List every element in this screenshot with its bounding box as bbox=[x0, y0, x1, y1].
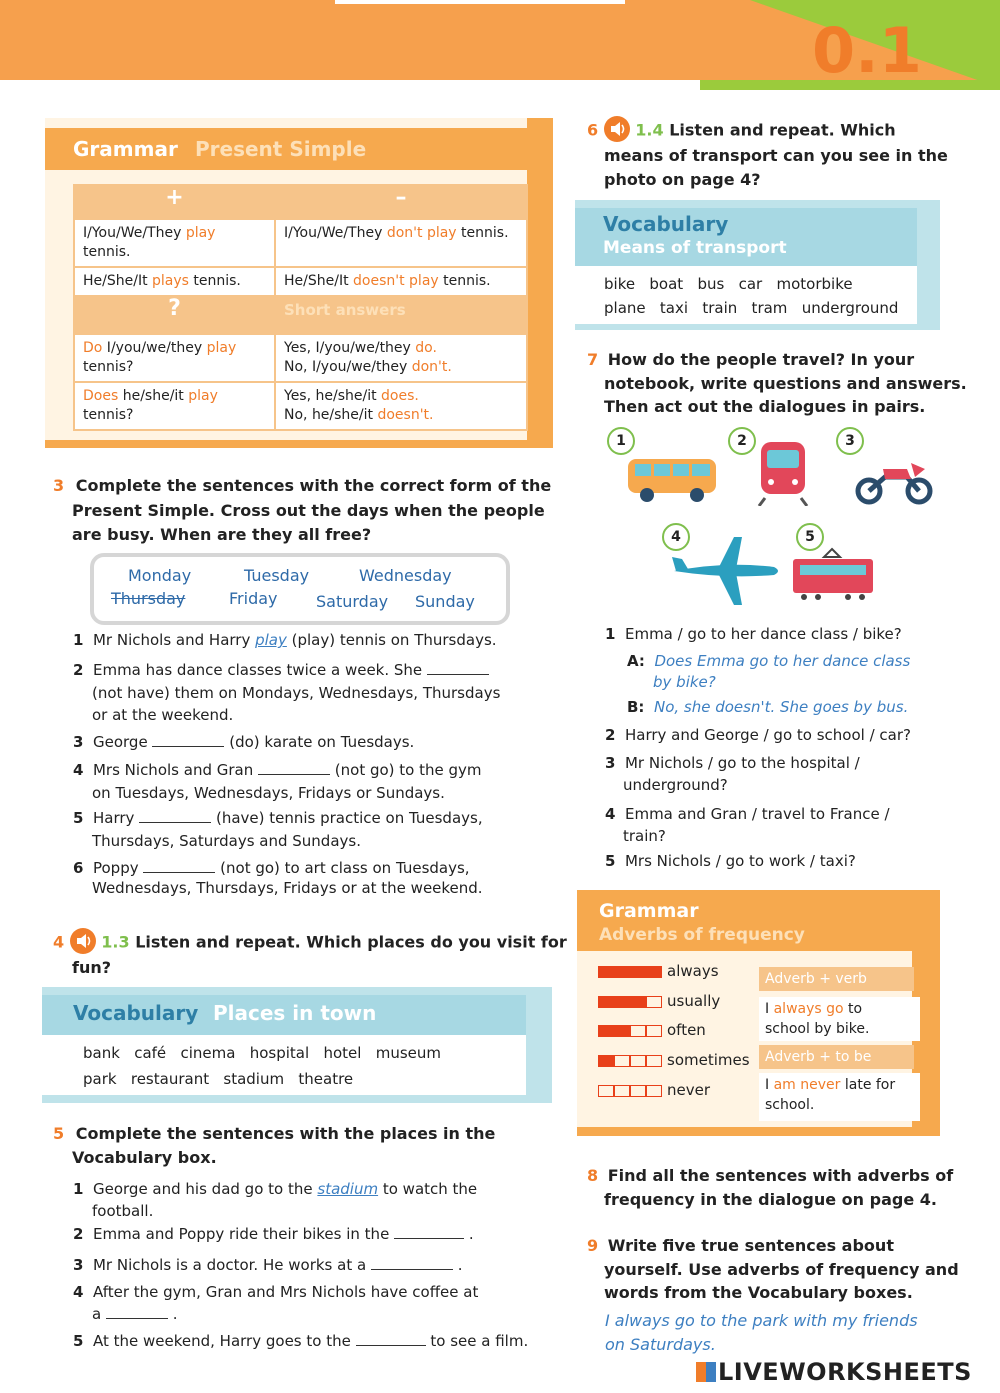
ex3-blank-5[interactable] bbox=[139, 822, 211, 823]
day-wednesday[interactable]: Wednesday bbox=[359, 566, 452, 585]
adverb-word: always bbox=[667, 962, 719, 980]
ex6-instruction: 6 1.4 Listen and repeat. Which means of transport can you see in the photo on page 4? bbox=[587, 118, 948, 191]
question-header: ? bbox=[74, 296, 275, 334]
grammar-adverbs-title: Grammar bbox=[599, 900, 699, 922]
watermark-grid-icon bbox=[696, 1362, 716, 1382]
ex5-blank-4[interactable] bbox=[106, 1318, 168, 1319]
ex5-item-5: 5 At the weekend, Harry goes to the to see a film. bbox=[73, 1332, 529, 1350]
ex5-item-3: 3 Mr Nichols is a doctor. He works at a . bbox=[73, 1256, 463, 1274]
pic-number-3: 3 bbox=[836, 427, 864, 455]
ex7-item-5: 5 Mrs Nichols / go to work / taxi? bbox=[605, 852, 856, 870]
negative-cell-2: He/She/It doesn't play tennis. bbox=[275, 267, 527, 296]
ex7-instruction: 7 How do the people travel? In your notebook, write questions and answers. Then act out the dialogues in pairs. bbox=[587, 350, 967, 416]
vocab-transport-subtitle: Means of transport bbox=[603, 238, 787, 258]
audio-icon-ex6[interactable] bbox=[604, 116, 630, 142]
ex7-item-1: 1 Emma / go to her dance class / bike? bbox=[605, 625, 902, 643]
ex3-item-4: 4 Mrs Nichols and Gran (not go) to the gym on Tuesdays, Wednesdays, Fridays or Sundays. bbox=[73, 761, 482, 802]
audio-icon-ex4[interactable] bbox=[70, 928, 96, 954]
vocab-transport-title: Vocabulary bbox=[603, 212, 729, 236]
adverb-row bbox=[598, 962, 719, 982]
ex3-blank-2[interactable] bbox=[427, 674, 489, 675]
ex7-item-2: 2 Harry and George / go to school / car? bbox=[605, 726, 911, 744]
tram-icon bbox=[790, 545, 875, 603]
grammar-adverbs-subtitle: Adverbs of frequency bbox=[599, 925, 805, 945]
ex3-item-2: 2 Emma has dance classes twice a week. She (not have) them on Mondays, Wednesdays, Thursdays or at the weekend. bbox=[73, 661, 501, 724]
day-saturday[interactable]: Saturday bbox=[316, 592, 389, 611]
ex9-example: I always go to the park with my friends on Saturdays. bbox=[605, 1311, 918, 1354]
grammar-title: Grammar bbox=[73, 137, 178, 161]
rule1-example: I always go to school by bike. bbox=[759, 997, 920, 1041]
frequency-bar-icon bbox=[598, 992, 662, 1010]
short-answer-cell-2: Yes, he/she/it does. No, he/she/it doesn't. bbox=[275, 382, 527, 430]
vocab-places-line-1: bank café cinema hospital hotel museum bbox=[83, 1044, 442, 1062]
ex3-item-3: 3 George (do) karate on Tuesdays. bbox=[73, 733, 415, 751]
adverb-word: usually bbox=[667, 992, 721, 1010]
ex5-blank-5[interactable] bbox=[356, 1345, 426, 1346]
vocab-places-subtitle: Places in town bbox=[213, 1001, 377, 1025]
day-thursday[interactable]: Thursday bbox=[111, 589, 186, 608]
vocab-places-title: Vocabulary bbox=[73, 1001, 199, 1025]
adverb-word: never bbox=[667, 1081, 711, 1099]
day-sunday[interactable]: Sunday bbox=[415, 592, 475, 611]
ex5-item-2: 2 Emma and Poppy ride their bikes in the . bbox=[73, 1225, 474, 1243]
ex3-blank-3[interactable] bbox=[152, 746, 224, 747]
ex5-instruction: 5 Complete the sentences with the places in the Vocabulary box. bbox=[53, 1124, 496, 1167]
adverb-row bbox=[598, 992, 720, 1012]
ex5-item-1: 1 George and his dad go to the stadium to watch the football. bbox=[73, 1180, 478, 1220]
header-white-bar bbox=[335, 0, 625, 4]
adverb-word: sometimes bbox=[667, 1051, 750, 1069]
day-tuesday[interactable]: Tuesday bbox=[244, 566, 310, 585]
question-cell-1: Do I/you/we/they play tennis? bbox=[74, 334, 275, 382]
vocab-transport-line-2: plane taxi train tram underground bbox=[604, 299, 899, 317]
short-answers-header: Short answers bbox=[275, 296, 527, 334]
adverb-word: often bbox=[667, 1021, 706, 1039]
ex8-instruction: 8 Find all the sentences with adverbs of frequency in the dialogue on page 4. bbox=[587, 1166, 954, 1209]
pic-number-2: 2 bbox=[728, 427, 756, 455]
short-answer-cell-1: Yes, I/you/we/they do. No, I/you/we/they don't. bbox=[275, 334, 527, 382]
rule2-example: I am never late for school. bbox=[759, 1073, 920, 1121]
ex3-item-6: 6 Poppy (not go) to art class on Tuesdays, Wednesdays, Thursdays, Fridays or at the weekend. bbox=[73, 859, 483, 897]
watermark-logo: LIVEWORKSHEETS bbox=[696, 1358, 972, 1386]
ex7-example-a: A: Does Emma go to her dance class by bike? bbox=[627, 652, 911, 691]
bus-icon bbox=[625, 455, 720, 507]
plane-icon bbox=[670, 533, 782, 609]
adverb-row bbox=[598, 1081, 710, 1101]
question-cell-2: Does he/she/it play tennis? bbox=[74, 382, 275, 430]
rule1-heading: Adverb + verb bbox=[759, 967, 914, 991]
ex7-example-b: B: No, she doesn't. She goes by bus. bbox=[627, 698, 909, 716]
ex3-item-1: 1 Mr Nichols and Harry play (play) tennis on Thursdays. bbox=[73, 631, 497, 649]
adverb-row bbox=[598, 1021, 706, 1041]
pic-number-4: 4 bbox=[662, 523, 690, 551]
ex3-instruction: 3 Complete the sentences with the correct form of the Present Simple. Cross out the days when the people are busy. When are they all free? bbox=[53, 476, 552, 544]
ex7-item-4: 4 Emma and Gran / travel to France / train? bbox=[605, 805, 890, 845]
rule2-heading: Adverb + to be bbox=[759, 1045, 914, 1069]
ex4-instruction: 4 1.3 Listen and repeat. Which places do you visit for fun? bbox=[53, 930, 567, 979]
affirmative-cell-2: He/She/It plays tennis. bbox=[74, 267, 275, 296]
frequency-bar-icon bbox=[598, 1021, 662, 1039]
ex5-blank-2[interactable] bbox=[394, 1238, 464, 1239]
vocab-transport-line-1: bike boat bus car motorbike bbox=[604, 275, 853, 293]
ex9-instruction: 9 Write five true sentences about yourself. Use adverbs of frequency and words from the Vocabulary boxes. bbox=[587, 1236, 959, 1302]
day-friday[interactable]: Friday bbox=[229, 589, 278, 608]
ex5-item-4: 4 After the gym, Gran and Mrs Nichols have coffee at a . bbox=[73, 1283, 479, 1323]
frequency-bar-icon bbox=[598, 1051, 662, 1069]
minus-header: – bbox=[275, 185, 527, 219]
ex3-blank-4[interactable] bbox=[258, 774, 330, 775]
ex5-blank-3[interactable] bbox=[371, 1269, 453, 1270]
ex7-item-3: 3 Mr Nichols / go to the hospital / underground? bbox=[605, 754, 860, 794]
adverb-row bbox=[598, 1051, 750, 1071]
pic-number-5: 5 bbox=[796, 523, 824, 551]
motorbike-icon bbox=[855, 455, 935, 507]
train-icon bbox=[755, 438, 811, 506]
grammar-subtitle: Present Simple bbox=[195, 137, 367, 161]
negative-cell-1: I/You/We/They don't play tennis. bbox=[275, 219, 527, 267]
present-simple-table bbox=[73, 184, 528, 431]
pic-number-1: 1 bbox=[607, 427, 635, 455]
frequency-bar-icon bbox=[598, 962, 662, 980]
plus-header: + bbox=[74, 185, 275, 219]
vocab-places-line-2: park restaurant stadium theatre bbox=[83, 1070, 354, 1088]
affirmative-cell-1: I/You/We/They play tennis. bbox=[74, 219, 275, 267]
ex3-blank-6[interactable] bbox=[143, 872, 215, 873]
unit-number: 0.1 bbox=[812, 14, 922, 87]
day-monday[interactable]: Monday bbox=[128, 566, 192, 585]
frequency-bar-icon bbox=[598, 1081, 662, 1099]
ex3-item-5: 5 Harry (have) tennis practice on Tuesdays, Thursdays, Saturdays and Sundays. bbox=[73, 809, 483, 850]
